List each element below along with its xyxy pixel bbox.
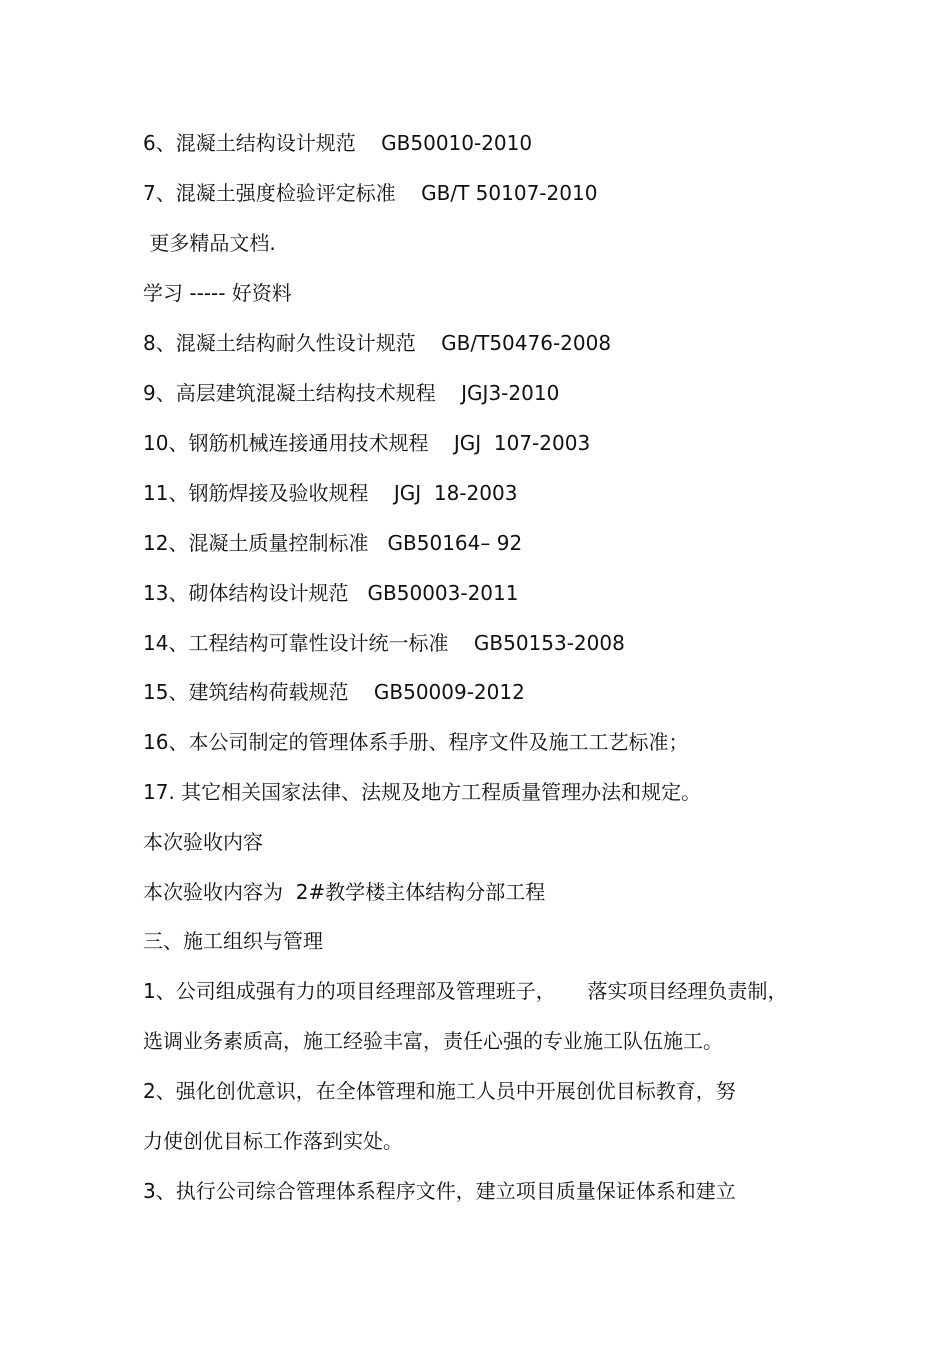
text-line: 三、施工组织与管理: [143, 929, 323, 953]
text-line: 更多精品文档.: [143, 231, 276, 255]
text-line: 6、混凝土结构设计规范 GB50010-2010: [143, 131, 533, 155]
text-line: 13、砌体结构设计规范 GB50003-2011: [143, 581, 519, 605]
text-line: 7、混凝土强度检验评定标准 GB/T 50107-2010: [143, 181, 598, 205]
text-line: 1、公司组成强有力的项目经理部及管理班子， 落实项目经理负责制，: [143, 979, 788, 1003]
text-line: 3、执行公司综合管理体系程序文件，建立项目质量保证体系和建立: [143, 1179, 736, 1203]
text-line: 14、工程结构可靠性设计统一标准 GB50153-2008: [143, 631, 625, 655]
text-line: 10、钢筋机械连接通用技术规程 JGJ 107-2003: [143, 431, 591, 455]
text-line: 16、本公司制定的管理体系手册、程序文件及施工工艺标准；: [143, 730, 689, 754]
text-line: 15、建筑结构荷载规范 GB50009-2012: [143, 680, 525, 704]
text-line: 本次验收内容为 2#教学楼主体结构分部工程: [143, 880, 546, 904]
text-line: 11、钢筋焊接及验收规程 JGJ 18-2003: [143, 481, 518, 505]
text-line: 选调业务素质高，施工经验丰富，责任心强的专业施工队伍施工。: [143, 1029, 723, 1053]
text-line: 17. 其它相关国家法律、法规及地方工程质量管理办法和规定。: [143, 780, 702, 804]
text-line: 9、高层建筑混凝土结构技术规程 JGJ3-2010: [143, 381, 560, 405]
text-line: 本次验收内容: [143, 830, 263, 854]
text-line: 2、强化创优意识，在全体管理和施工人员中开展创优目标教育，努: [143, 1079, 736, 1103]
text-line: 8、混凝土结构耐久性设计规范 GB/T50476-2008: [143, 331, 612, 355]
text-line: 学习 ----- 好资料: [143, 281, 292, 305]
text-line: 力使创优目标工作落到实处。: [143, 1129, 403, 1153]
text-line: 12、混凝土质量控制标准 GB50164– 92: [143, 531, 523, 555]
